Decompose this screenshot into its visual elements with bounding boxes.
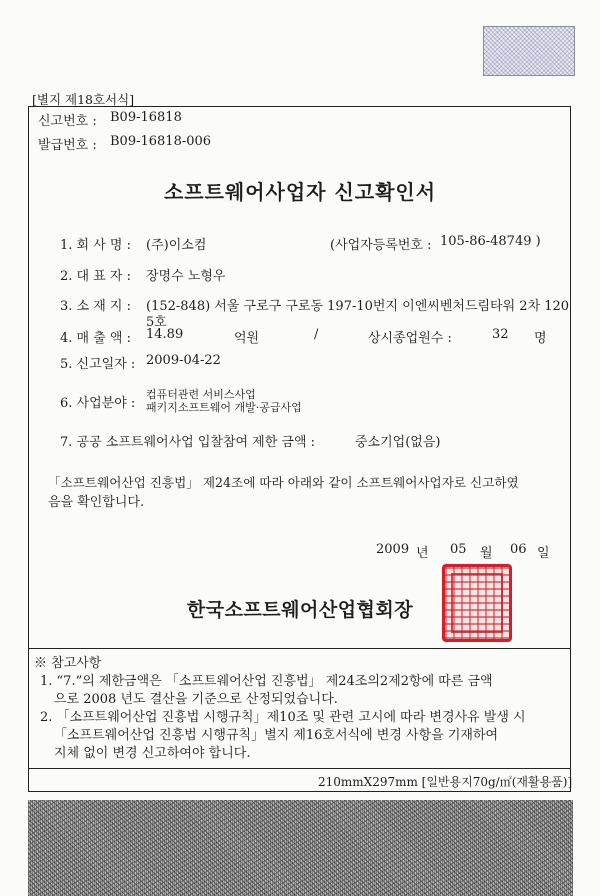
ceo-label: 2. 대 표 자 : bbox=[60, 269, 131, 284]
statement-line-2: 음을 확인합니다. bbox=[48, 495, 145, 510]
address-label: 3. 소 재 지 : bbox=[60, 299, 131, 314]
form-label: [별지 제18호서식] bbox=[32, 92, 135, 107]
document-title: 소프트웨어사업자 신고확인서 bbox=[163, 180, 437, 204]
registration-label: (사업자등록번호 : bbox=[330, 238, 432, 253]
statement-line-1: 「소프트웨어산업 진흥법」 제24조에 따라 아래와 같이 소프트웨어사업자로 신고하였 bbox=[48, 475, 519, 490]
address-line-1: (152-848) 서울 구로구 구로동 197-10번지 이엔씨벤처드림타워 2차 120 bbox=[146, 299, 570, 314]
report-date-label: 5. 신고일자 : bbox=[60, 357, 136, 372]
issuer-name: 한국소프트웨어산업협회장 bbox=[186, 599, 414, 621]
security-pattern bbox=[28, 800, 573, 896]
notes-header: ※ 참고사항 bbox=[34, 656, 102, 671]
spec-divider bbox=[28, 768, 571, 769]
business-label: 6. 사업분야 : bbox=[60, 396, 136, 411]
date-day: 06 bbox=[510, 542, 527, 557]
note-1-line-1: 1. “7.”의 제한금액은 「소프트웨어산업 진흥법」 제24조의2제2항에 따른 금액 bbox=[40, 674, 493, 689]
company-label: 1. 회 사 명 : bbox=[60, 238, 131, 253]
company-value: (주)이소컴 bbox=[146, 238, 207, 253]
corner-stamp-pattern bbox=[483, 26, 575, 76]
bid-limit-value: 중소기업(없음) bbox=[355, 435, 441, 450]
employees-value: 32 bbox=[492, 327, 509, 342]
date-month-unit: 월 bbox=[480, 546, 493, 561]
ceo-value: 장명수 노형우 bbox=[146, 269, 226, 284]
official-seal bbox=[442, 564, 512, 642]
note-2-line-2: 「소프트웨어산업 진흥법 시행규칙」별지 제16호서식에 변경 사항을 기재하여 bbox=[54, 728, 499, 743]
sales-separator: / bbox=[314, 327, 319, 342]
date-year: 2009 bbox=[376, 542, 410, 557]
note-1-line-2: 으로 2008 년도 결산을 기준으로 산정되었습니다. bbox=[54, 692, 338, 707]
bid-limit-label: 7. 공공 소프트웨어사업 입찰참여 제한 금액 : bbox=[60, 435, 316, 450]
paper-spec: 210mmX297mm [일반용지70g/㎡(재활용품)] bbox=[318, 775, 573, 789]
date-year-unit: 년 bbox=[416, 546, 429, 561]
date-month: 05 bbox=[450, 542, 467, 557]
business-line-2: 패키지소프트웨어 개발·공급사업 bbox=[146, 401, 302, 414]
report-no-label: 신고번호 : bbox=[38, 114, 97, 129]
report-no-value: B09-16818 bbox=[110, 110, 182, 125]
employees-label: 상시종업원수 : bbox=[368, 331, 452, 346]
sales-unit: 억원 bbox=[234, 331, 260, 346]
issue-no-label: 발급번호 : bbox=[38, 138, 97, 153]
sales-value: 14.89 bbox=[146, 327, 184, 342]
note-2-line-3: 지체 없이 변경 신고하여야 합니다. bbox=[54, 746, 251, 761]
registration-value: 105-86-48749 ) bbox=[440, 234, 541, 249]
date-day-unit: 일 bbox=[537, 546, 550, 561]
employees-unit: 명 bbox=[534, 331, 547, 346]
address-line-2: 5호 bbox=[146, 315, 167, 330]
business-line-1: 컴퓨터관련 서비스사업 bbox=[146, 388, 256, 401]
issue-no-value: B09-16818-006 bbox=[110, 134, 212, 149]
notes-divider bbox=[28, 648, 571, 649]
note-2-line-1: 2. 「소프트웨어산업 진흥법 시행규칙」제10조 및 관련 고시에 따라 변경사유 발생 시 bbox=[40, 710, 526, 725]
sales-label: 4. 매 출 액 : bbox=[60, 331, 131, 346]
report-date-value: 2009-04-22 bbox=[146, 353, 221, 368]
